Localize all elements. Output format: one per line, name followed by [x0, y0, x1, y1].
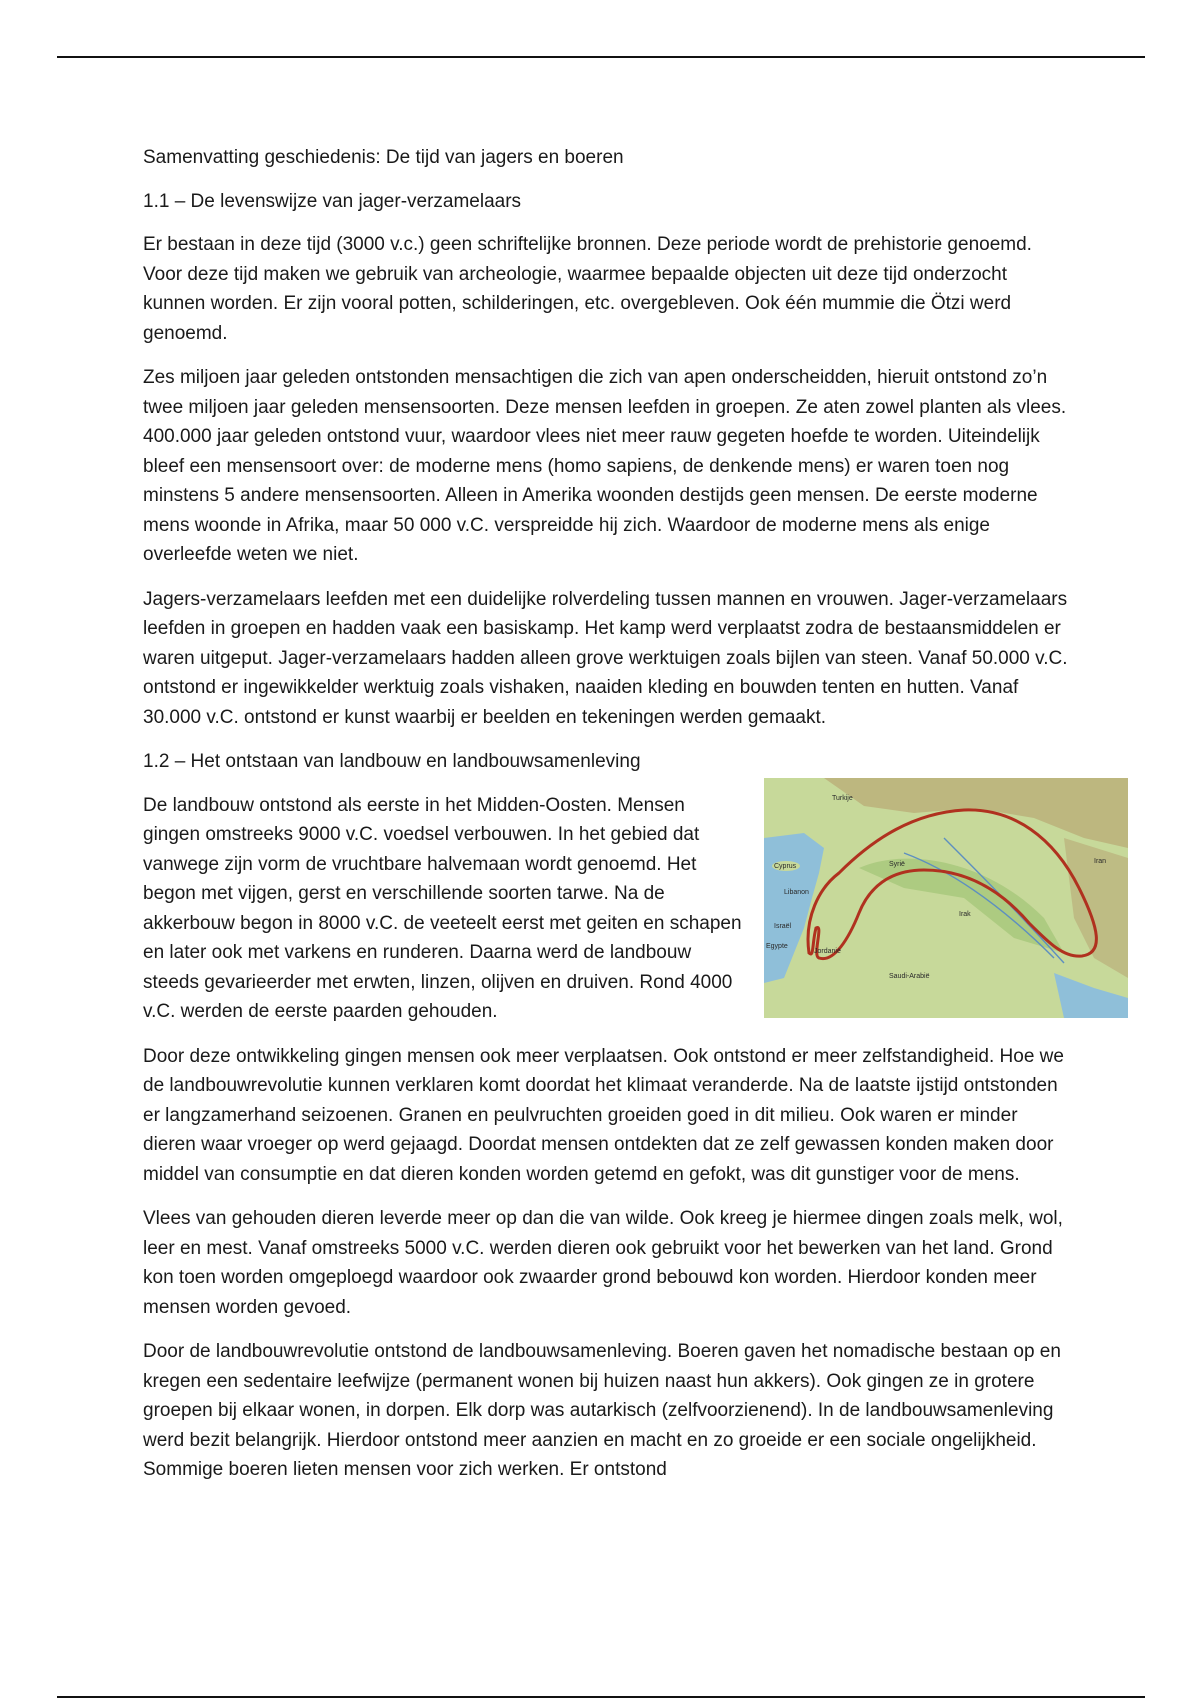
paragraph: De landbouw ontstond als eerste in het Midden-Oosten. Mensen gingen omstreeks 9000 v.C. voedsel verbouwen. In het gebied dat vanwege zijn vorm de vruchtbare halvemaan wordt genoemd. Het begon met vijgen, gerst en verschillende soorten tarwe. Na de akkerbouw begon in 8000 v.C. de veeteelt eerst met geiten en schapen en later ook met varkens en runderen. Daarna werd de landbouw steeds gevarieerder met erwten, linzen, olijven en druiven. Rond 4000 v.C. werden de eerste paarden gehouden.: [143, 794, 742, 1022]
label-irak: Irak: [959, 911, 971, 918]
label-israel: Israël: [774, 923, 792, 930]
paragraph: Zes miljoen jaar geleden ontstonden mensachtigen die zich van apen onderscheidden, hieruit ontstond zo’n twee miljoen jaar geleden mensensoorten. Deze mensen leefden in groepen. Ze aten zowel planten als vlees. 400.000 jaar geleden ontstond vuur, waardoor vlees niet meer rauw gegeten hoefde te worden. Uiteindelijk bleef een mensensoort over: de moderne mens (homo sapiens, de denkende mens) er waren toen nog minstens 5 andere mensensoorten. Alleen in Amerika woonden destijds geen mensen. De eerste moderne mens woonde in Afrika, maar 50 000 v.C. verspreidde hij zich. Waardoor de moderne mens als enige overleefde weten we niet.: [143, 367, 1067, 565]
paragraph: Er bestaan in deze tijd (3000 v.c.) geen schriftelijke bronnen. Deze periode wordt de prehistorie genoemd. Voor deze tijd maken we gebruik van archeologie, waarmee bepaalde objecten uit deze tijd onderzocht kunnen worden. Er zijn vooral potten, schilderingen, etc. overgebleven. Ook één mummie die Ötzi werd genoemd.: [143, 234, 1032, 344]
map-graphic: [764, 778, 1128, 1018]
fertile-crescent-map: [764, 778, 1128, 1018]
footer-rule: [57, 1696, 1145, 1698]
label-syrie: Syrië: [889, 861, 905, 868]
paragraph: Jagers-verzamelaars leefden met een duidelijke rolverdeling tussen mannen en vrouwen. Jager-verzamelaars leefden in groepen en hadden vaak een basiskamp. Het kamp werd verplaatst zodra de bestaansmiddelen er waren uitgeput. Jager-verzamelaars hadden alleen grove werktuigen zoals bijlen van steen. Vanaf 50.000 v.C. ontstond er ingewikkelder werktuig zoals vishaken, naaiden kleding en bouwden tenten en hutten. Vanaf 30.000 v.C. ontstond er kunst waarbij er beelden en tekeningen werden gemaakt.: [143, 588, 1068, 728]
label-turkije: Turkije: [832, 795, 853, 802]
header-rule: [57, 56, 1145, 58]
section-1-heading: 1.1 – De levenswijze van jager-verzamelaars: [143, 190, 522, 212]
label-jordanie: Jordanië: [814, 948, 841, 955]
section-2-heading: 1.2 – Het ontstaan van landbouw en landbouwsamenleving: [143, 751, 641, 772]
label-egypte: Egypte: [766, 943, 788, 950]
paragraph: Door deze ontwikkeling gingen mensen ook meer verplaatsen. Ook ontstond er meer zelfstandigheid. Hoe we de landbouwrevolutie kunnen verklaren komt doordat het klimaat veranderde. Na de laatste ijstijd ontstonden er langzamerhand seizoenen. Granen en peulvruchten groeiden goed in dit milieu. Ook waren er minder dieren waar vroeger op werd gejaagd. Doordat mensen ontdekten dat ze zelf gewassen konden maken door middel van consumptie en dat dieren konden worden getemd en gefokt, was dit gunstiger voor de mens.: [143, 1045, 1064, 1185]
paragraph: Vlees van gehouden dieren leverde meer op dan die van wilde. Ook kreeg je hiermee dingen zoals melk, wol, leer en mest. Vanaf omstreeks 5000 v.C. werden dieren ook gebruikt voor het bewerken van het land. Grond kon toen worden omgeploegd waardoor ook zwaarder grond bebouwd kon worden. Hierdoor konden meer mensen worden gevoed.: [143, 1208, 1063, 1318]
label-saudi-arabie: Saudi-Arabië: [889, 973, 930, 980]
label-iran: Iran: [1094, 858, 1107, 865]
label-cyprus: Cyprus: [774, 863, 797, 870]
document-title: Samenvatting geschiedenis: De tijd van jagers en boeren: [143, 147, 624, 168]
paragraph: Door de landbouwrevolutie ontstond de landbouwsamenleving. Boeren gaven het nomadische bestaan op en kregen een sedentaire leefwijze (permanent wonen bij huizen naast hun akkers). Ook gingen ze in grotere groepen bij elkaar wonen, in dorpen. Elk dorp was autarkisch (zelfvoorzienend). In de landbouwsamenleving werd bezit belangrijk. Hierdoor ontstond meer aanzien en macht en zo groeide er een sociale ongelijkheid. Sommige boeren lieten mensen voor zich werken. Er ontstond: [143, 1341, 1061, 1480]
label-libanon: Libanon: [784, 889, 809, 896]
